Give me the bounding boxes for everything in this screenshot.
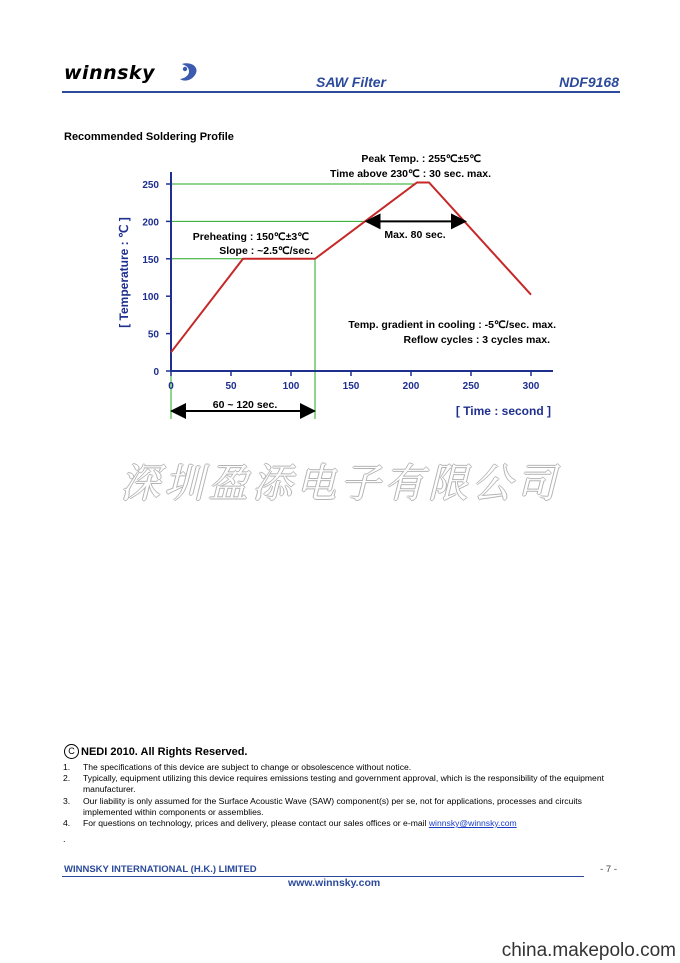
trailing-mark: . <box>63 834 66 844</box>
note-item <box>63 762 623 773</box>
soldering-profile-chart <box>0 140 680 430</box>
y-tick-label: 0 <box>153 367 159 378</box>
copyright-icon: C <box>64 744 79 759</box>
watermark-text: 深圳盈添电子有限公司 <box>120 461 560 507</box>
y-axis-label: [ Temperature : ℃ ] <box>117 217 131 328</box>
footer-website-link[interactable]: www.winnsky.com <box>288 877 381 889</box>
preheat-range-label: 60 ~ 120 sec. <box>212 399 278 411</box>
x-axis-label: [ Time : second ] <box>455 404 551 418</box>
note-item <box>63 818 623 829</box>
copyright-line <box>64 744 248 759</box>
logo-graphic <box>64 60 204 90</box>
note-number: 4. <box>63 818 71 829</box>
x-tick-label: 150 <box>342 381 360 392</box>
notes-list <box>63 762 623 829</box>
note-number: 1. <box>63 762 71 772</box>
site-watermark: china.makepolo.com <box>501 940 676 961</box>
logo-swoosh-icon <box>180 63 197 80</box>
y-tick-label: 200 <box>142 217 159 229</box>
note-text: Our liability is only assumed for the Surface Acoustic Wave (SAW) component(s) per se, not for applications, processes and circuits implemented within components or assemblies. <box>83 795 582 817</box>
logo-text: winnsky <box>64 62 155 84</box>
reflow-cycles-annotation: Reflow cycles : 3 cycles max. <box>403 334 550 346</box>
note-number: 2. <box>63 773 71 784</box>
note-number: 3. <box>63 795 71 806</box>
x-tick-label: 0 <box>168 381 174 392</box>
logo-dot-icon <box>183 67 187 71</box>
peak-temp-annotation: Peak Temp. : 255℃±5℃ <box>361 153 481 165</box>
preheating-annotation: Preheating : 150℃±3℃ <box>192 231 309 243</box>
y-tick-label: 50 <box>147 329 159 341</box>
cooling-gradient-annotation: Temp. gradient in cooling : -5℃/sec. max. <box>348 319 556 331</box>
max-duration-label: Max. 80 sec. <box>384 229 446 241</box>
note-item <box>63 796 623 818</box>
contact-email-link[interactable]: winnsky@winnsky.com <box>428 818 517 829</box>
note-text: The specifications of this device are subject to change or obsolescence without notice. <box>83 762 412 772</box>
x-tick-label: 200 <box>402 381 420 392</box>
header-title: SAW Filter <box>316 74 387 90</box>
y-tick-label: 150 <box>142 254 159 266</box>
footer-company: WINNSKY INTERNATIONAL (H.K.) LIMITED <box>64 864 257 875</box>
x-tick-label: 250 <box>462 381 480 392</box>
copyright-text: NEDI 2010. All Rights Reserved. <box>81 745 248 758</box>
time-above-annotation: Time above 230℃ : 30 sec. max. <box>329 168 491 180</box>
x-tick-label: 100 <box>282 381 300 392</box>
y-tick-label: 250 <box>142 180 159 191</box>
x-tick-label: 300 <box>522 381 540 392</box>
y-tick-label: 100 <box>142 292 159 304</box>
header-part-number: NDF9168 <box>559 74 619 90</box>
footer-page-number: - 7 - <box>600 864 617 875</box>
slope-annotation: Slope : ~2.5℃/sec. <box>219 245 313 257</box>
winnsky-logo <box>64 60 204 90</box>
note-text: Typically, equipment utilizing this device requires emissions testing and government approval, which is the responsibility of the equipment manufacturer. <box>83 773 604 795</box>
note-text: For questions on technology, prices and delivery, please contact our sales offices or e-mail <box>83 818 429 829</box>
header-divider <box>62 91 620 93</box>
section-title: Recommended Soldering Profile <box>64 131 234 143</box>
x-tick-label: 50 <box>225 381 237 392</box>
note-item <box>63 773 623 795</box>
